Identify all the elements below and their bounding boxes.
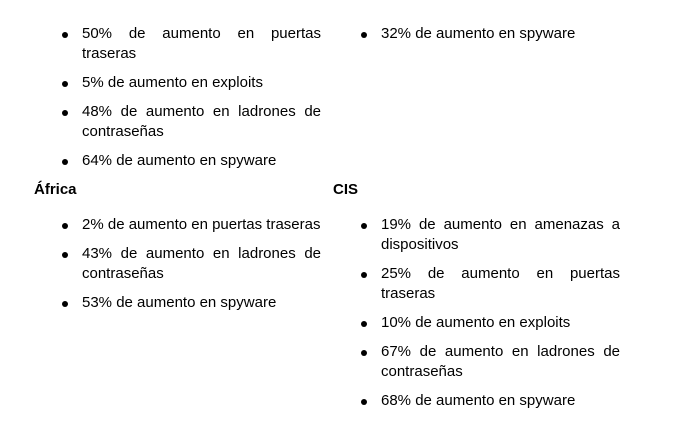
cis-list xyxy=(333,215,620,420)
bullet-icon xyxy=(62,223,68,229)
bullet-icon xyxy=(361,272,367,278)
top-left-list xyxy=(34,24,321,180)
list-item xyxy=(34,24,321,64)
list-item xyxy=(34,215,321,235)
list-item-text: 19% de aumento en amenazas a dispositivos xyxy=(381,216,620,253)
list-item xyxy=(333,391,620,411)
list-item xyxy=(333,342,620,382)
list-item-text: 68% de aumento en spyware xyxy=(381,392,576,409)
list-item-text: 25% de aumento en puertas traseras xyxy=(381,265,620,302)
list-item xyxy=(34,244,321,284)
list-item xyxy=(34,73,321,93)
list-item xyxy=(333,24,620,44)
list-item xyxy=(333,313,620,333)
bullet-icon xyxy=(361,399,367,405)
bullet-icon xyxy=(62,301,68,307)
top-right-list xyxy=(333,24,620,53)
list-item-text: 53% de aumento en spyware xyxy=(82,294,277,311)
list-item-text: 43% de aumento en ladrones de contraseñas xyxy=(82,245,321,282)
list-item-text: 2% de aumento en puertas traseras xyxy=(82,216,321,233)
bullet-icon xyxy=(62,81,68,87)
list-item-text: 48% de aumento en ladrones de contraseñas xyxy=(82,103,321,140)
bullet-icon xyxy=(62,252,68,258)
section-heading-cis: CIS xyxy=(333,181,359,198)
bullet-icon xyxy=(62,32,68,38)
list-item xyxy=(34,102,321,142)
bullet-icon xyxy=(62,110,68,116)
list-item xyxy=(333,215,620,255)
list-item-text: 32% de aumento en spyware xyxy=(381,25,576,42)
list-item-text: 50% de aumento en puertas traseras xyxy=(82,25,321,62)
list-item xyxy=(333,264,620,304)
bullet-icon xyxy=(361,32,367,38)
list-item-text: 64% de aumento en spyware xyxy=(82,152,277,169)
bullet-icon xyxy=(361,321,367,327)
africa-list xyxy=(34,215,321,322)
section-heading-africa: África xyxy=(34,181,77,198)
list-item-text: 10% de aumento en exploits xyxy=(381,314,571,331)
bullet-icon xyxy=(361,350,367,356)
bullet-icon xyxy=(62,159,68,165)
bullet-icon xyxy=(361,223,367,229)
list-item-text: 5% de aumento en exploits xyxy=(82,74,263,91)
list-item xyxy=(34,293,321,313)
list-item-text: 67% de aumento en ladrones de contraseñas xyxy=(381,343,620,380)
list-item xyxy=(34,151,321,171)
